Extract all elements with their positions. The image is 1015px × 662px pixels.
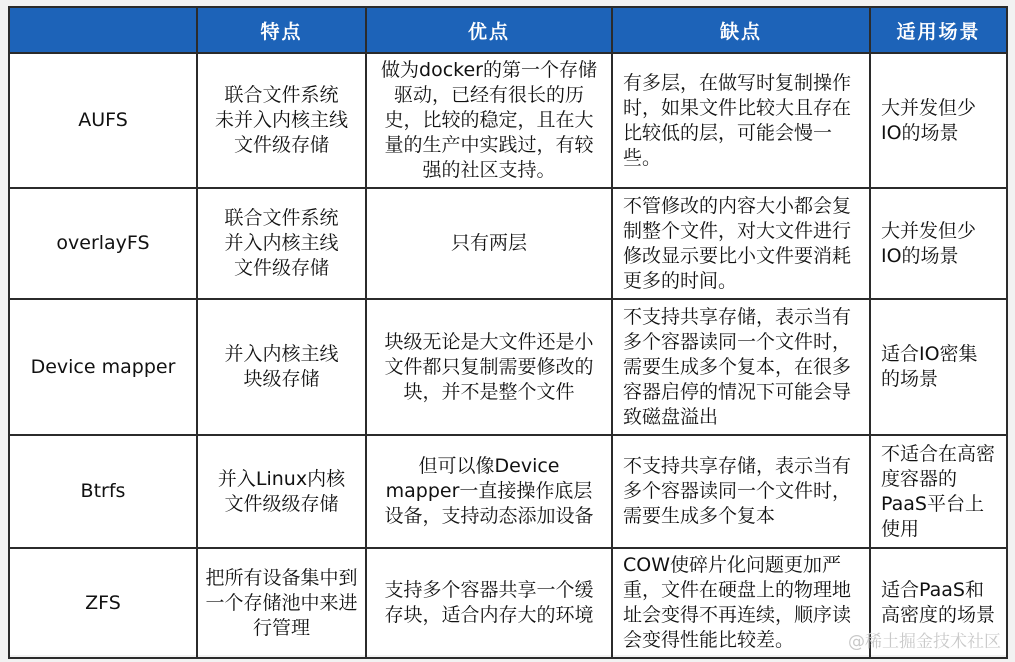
- cons-cell: 不管修改的内容大小都会复制整个文件，对大文件进行修改显示要比小文件要消耗更多的时间。: [612, 188, 870, 299]
- comparison-table-frame: [8, 6, 1006, 655]
- driver-name-cell: AUFS: [9, 53, 197, 188]
- watermark-text: @稀土掘金技术社区: [848, 632, 1001, 652]
- feature-cell: 把所有设备集中到一个存储池中来进行管理: [197, 548, 366, 658]
- feature-cell: 联合文件系统 并入内核主线 文件级存储: [197, 188, 366, 299]
- table-header-row: [9, 7, 1007, 53]
- table-row: [9, 435, 1007, 548]
- pros-cell: 但可以像Device mapper一直接操作底层设备，支持动态添加设备: [366, 435, 612, 548]
- cons-cell: 有多层，在做写时复制操作时，如果文件比较大且存在比较低的层，可能会慢一些。: [612, 53, 870, 188]
- feature-cell: 并入Linux内核 文件级级存储: [197, 435, 366, 548]
- cons-cell: 不支持共享存储，表示当有多个容器读同一个文件时，需要生成多个复本: [612, 435, 870, 548]
- driver-name-cell: ZFS: [9, 548, 197, 658]
- feature-cell: 联合文件系统 未并入内核主线 文件级存储: [197, 53, 366, 188]
- header-cell-empty: [9, 7, 197, 53]
- pros-cell: 支持多个容器共享一个缓存块，适合内存大的环境: [366, 548, 612, 658]
- header-cell-usage: 适用场景: [870, 7, 1007, 53]
- storage-driver-comparison-table: [8, 6, 1008, 659]
- header-cell-pros: 优点: [366, 7, 612, 53]
- pros-cell: 做为docker的第一个存储驱动，已经有很长的历史，比较的稳定，且在大量的生产中实践过，有较强的社区支持。: [366, 53, 612, 188]
- usage-cell: 适合IO密集的场景: [870, 299, 1007, 435]
- header-cell-cons: 缺点: [612, 7, 870, 53]
- cons-cell: 不支持共享存储，表示当有多个容器读同一个文件时，需要生成多个复本，在很多容器启停的情况下可能会导致磁盘溢出: [612, 299, 870, 435]
- usage-cell: 大并发但少IO的场景: [870, 188, 1007, 299]
- driver-name-cell: Btrfs: [9, 435, 197, 548]
- table-row: [9, 53, 1007, 188]
- usage-cell: 大并发但少IO的场景: [870, 53, 1007, 188]
- driver-name-cell: Device mapper: [9, 299, 197, 435]
- pros-cell: 只有两层: [366, 188, 612, 299]
- feature-cell: 并入内核主线 块级存储: [197, 299, 366, 435]
- usage-cell: 适合PaaS和高密度的场景: [870, 548, 1007, 658]
- table-row: [9, 188, 1007, 299]
- table-row: [9, 299, 1007, 435]
- cons-cell: COW使碎片化问题更加严重，文件在硬盘上的物理地址会变得不再连续，顺序读会变得性能比较差。: [612, 548, 870, 658]
- usage-cell: 不适合在高密度容器的PaaS平台上使用: [870, 435, 1007, 548]
- driver-name-cell: overlayFS: [9, 188, 197, 299]
- pros-cell: 块级无论是大文件还是小文件都只复制需要修改的块，并不是整个文件: [366, 299, 612, 435]
- header-cell-features: 特点: [197, 7, 366, 53]
